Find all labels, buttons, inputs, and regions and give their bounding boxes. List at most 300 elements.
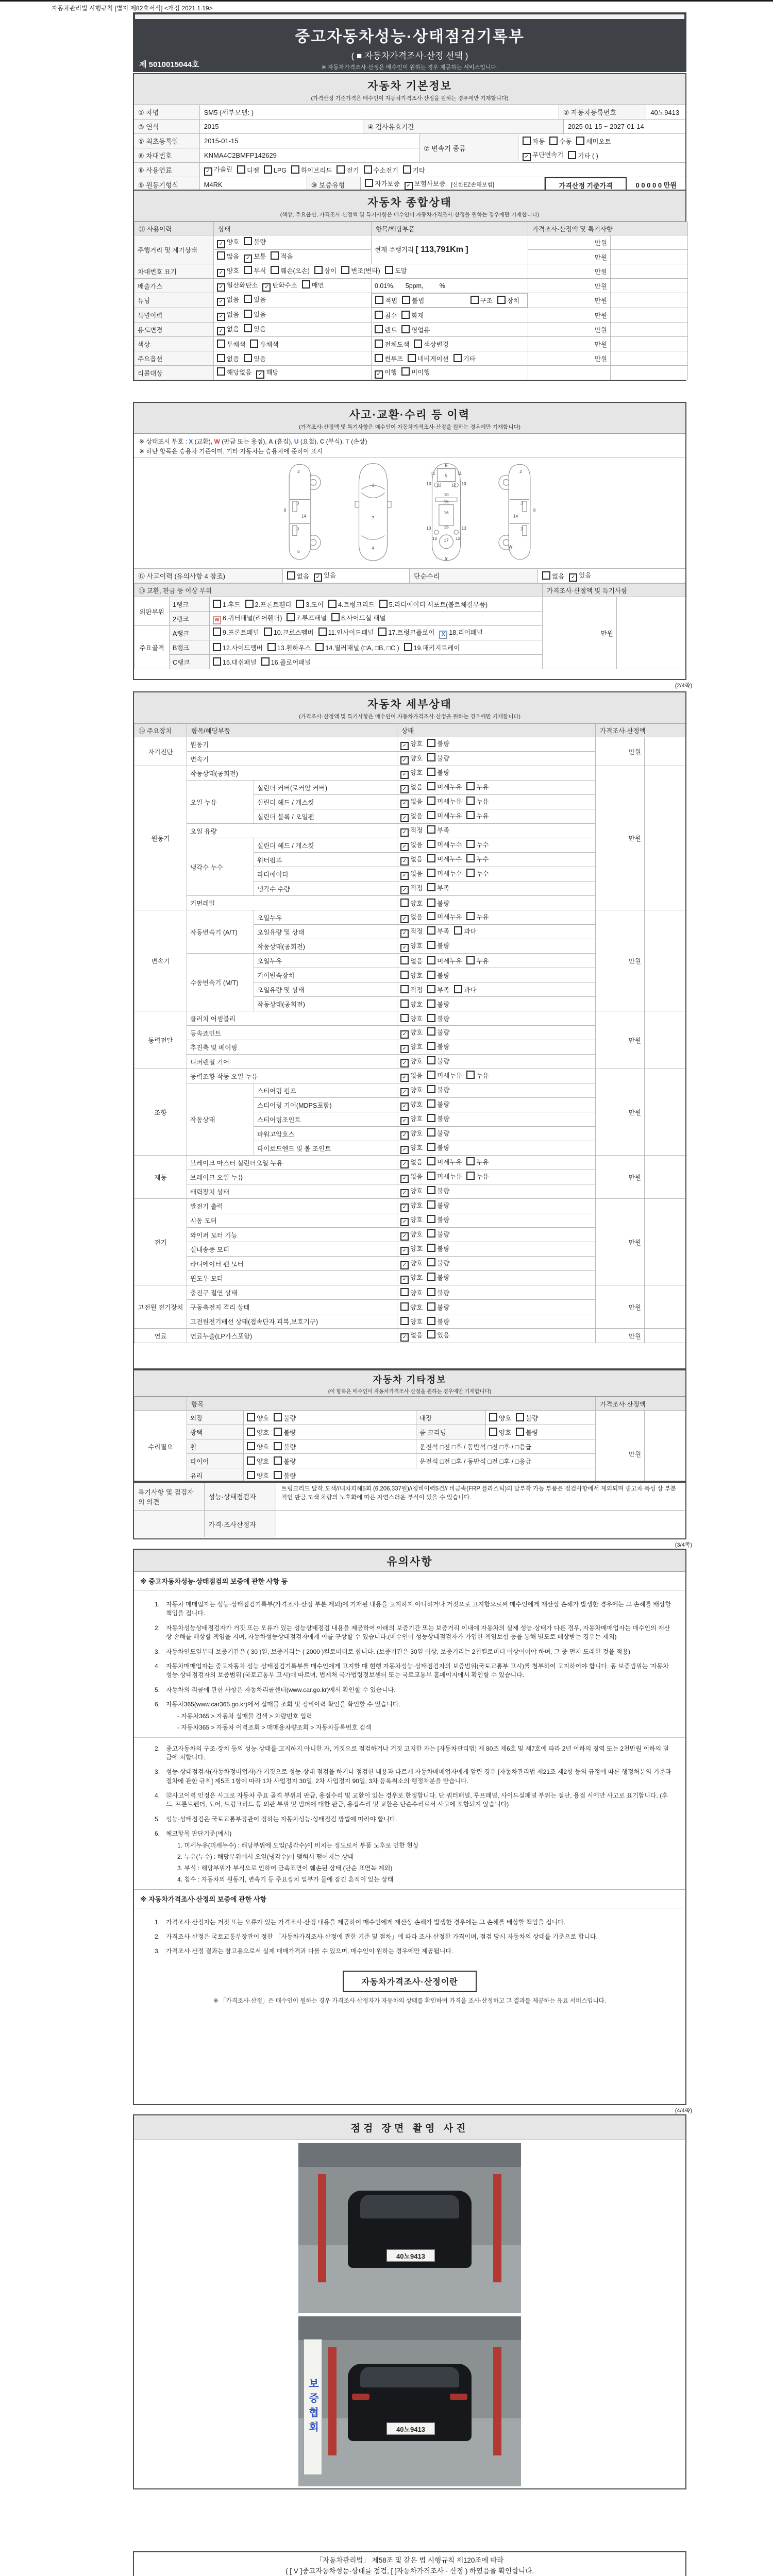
- checkbox-glyph[interactable]: [315, 643, 324, 651]
- checkbox-glyph[interactable]: [427, 1099, 435, 1108]
- checkbox-양호[interactable]: [400, 1258, 423, 1269]
- checkbox-glyph[interactable]: [453, 354, 462, 362]
- checkbox-glyph[interactable]: [427, 999, 435, 1008]
- checkbox-glyph[interactable]: [217, 251, 225, 260]
- checkbox-glyph[interactable]: ✓: [400, 1131, 409, 1140]
- checkbox-glyph[interactable]: [247, 1413, 255, 1421]
- checkbox-glyph[interactable]: [365, 179, 373, 187]
- checkbox-양호[interactable]: [247, 1428, 269, 1437]
- checkbox-glyph[interactable]: ✓: [217, 240, 225, 248]
- checkbox-부족[interactable]: [427, 985, 449, 994]
- checkbox-불량[interactable]: [427, 1099, 449, 1109]
- checkbox-누수[interactable]: [466, 854, 489, 863]
- checkbox-glyph[interactable]: ✓: [400, 944, 409, 952]
- checkbox-glyph[interactable]: [375, 311, 383, 319]
- checkbox-불량[interactable]: [427, 1244, 449, 1253]
- checkbox-glyph[interactable]: [454, 985, 462, 993]
- checkbox-glyph[interactable]: [454, 926, 462, 935]
- checkbox-15.대쉬패널[interactable]: [213, 657, 257, 667]
- checkbox-불량[interactable]: [427, 1128, 449, 1138]
- checkbox-없음[interactable]: [400, 796, 423, 808]
- checkbox-glyph[interactable]: [466, 869, 475, 877]
- checkbox-glyph[interactable]: ✓: [400, 1103, 409, 1111]
- checkbox-양호[interactable]: [400, 1056, 423, 1067]
- checkbox-glyph[interactable]: [427, 926, 435, 935]
- checkbox-glyph[interactable]: ✓: [217, 298, 225, 306]
- checkbox-자동[interactable]: [523, 137, 545, 146]
- checkbox-glyph[interactable]: [414, 340, 422, 348]
- checkbox-glyph[interactable]: [244, 354, 252, 362]
- checkbox-glyph[interactable]: [364, 165, 372, 174]
- checkbox-과다[interactable]: [454, 926, 476, 936]
- checkbox-양호[interactable]: [400, 1317, 423, 1326]
- checkbox-glyph[interactable]: [379, 600, 388, 608]
- checkbox-전체도색[interactable]: [375, 340, 409, 349]
- checkbox-불량[interactable]: [427, 999, 449, 1009]
- checkbox-glyph[interactable]: X: [439, 631, 447, 639]
- checkbox-3.도어[interactable]: [296, 600, 324, 609]
- checkbox-보험사보증[interactable]: [405, 179, 445, 190]
- checkbox-glyph[interactable]: [427, 1288, 435, 1296]
- checkbox-수동[interactable]: [549, 137, 572, 146]
- checkbox-glyph[interactable]: [427, 883, 435, 891]
- checkbox-glyph[interactable]: [247, 1471, 255, 1479]
- checkbox-없음[interactable]: [400, 956, 423, 965]
- checkbox-없음[interactable]: [287, 571, 309, 581]
- checkbox-glyph[interactable]: ✓: [400, 843, 409, 851]
- checkbox-양호[interactable]: [400, 739, 423, 750]
- checkbox-없음[interactable]: [400, 782, 423, 793]
- checkbox-부식[interactable]: [244, 266, 266, 275]
- checkbox-glyph[interactable]: ✓: [375, 370, 383, 379]
- checkbox-19.패키지트레이[interactable]: [404, 643, 460, 652]
- checkbox-무채색[interactable]: [217, 340, 245, 349]
- checkbox-glyph[interactable]: [261, 657, 270, 666]
- checkbox-색상변경[interactable]: [414, 340, 448, 349]
- checkbox-glyph[interactable]: [466, 840, 475, 848]
- checkbox-glyph[interactable]: ✓: [400, 828, 409, 837]
- checkbox-glyph[interactable]: [427, 1157, 435, 1165]
- checkbox-glyph[interactable]: [274, 1413, 282, 1421]
- checkbox-glyph[interactable]: [466, 956, 475, 964]
- checkbox-수소전기[interactable]: [364, 165, 398, 175]
- checkbox-glyph[interactable]: [401, 311, 410, 319]
- checkbox-glyph[interactable]: [341, 266, 349, 274]
- checkbox-불량[interactable]: [427, 1056, 449, 1065]
- checkbox-glyph[interactable]: [404, 643, 412, 651]
- checkbox-glyph[interactable]: ✓: [400, 929, 409, 938]
- checkbox-있음[interactable]: [244, 295, 266, 304]
- checkbox-상이[interactable]: [314, 266, 337, 275]
- checkbox-미세누유[interactable]: [427, 1157, 462, 1166]
- checkbox-glyph[interactable]: [427, 1143, 435, 1151]
- checkbox-glyph[interactable]: [385, 266, 393, 274]
- checkbox-없음[interactable]: [400, 1172, 423, 1183]
- checkbox-glyph[interactable]: [244, 324, 252, 332]
- checkbox-glyph[interactable]: [267, 643, 276, 651]
- checkbox-glyph[interactable]: ✓: [400, 1088, 409, 1096]
- checkbox-glyph[interactable]: ✓: [244, 255, 252, 263]
- checkbox-glyph[interactable]: ✓: [400, 1117, 409, 1125]
- checkbox-없음[interactable]: [400, 1071, 423, 1082]
- checkbox-glyph[interactable]: [427, 971, 435, 979]
- checkbox-불법[interactable]: [402, 296, 424, 305]
- checkbox-불량[interactable]: [427, 941, 449, 950]
- checkbox-glyph[interactable]: ✓: [204, 167, 212, 176]
- checkbox-glyph[interactable]: ✓: [400, 1059, 409, 1067]
- checkbox-없음[interactable]: [400, 854, 423, 866]
- checkbox-해당없음[interactable]: [217, 367, 251, 377]
- checkbox-불량[interactable]: [427, 753, 449, 762]
- checkbox-glyph[interactable]: [400, 956, 409, 964]
- checkbox-glyph[interactable]: [401, 325, 410, 333]
- checkbox-glyph[interactable]: [402, 296, 410, 304]
- checkbox-glyph[interactable]: [489, 1428, 497, 1436]
- checkbox-glyph[interactable]: ✓: [400, 915, 409, 923]
- checkbox-glyph[interactable]: ✓: [400, 785, 409, 793]
- checkbox-많음[interactable]: [217, 251, 239, 261]
- checkbox-불량[interactable]: [427, 1027, 449, 1037]
- checkbox-양호[interactable]: [400, 1186, 423, 1197]
- checkbox-glyph[interactable]: ✓: [217, 269, 225, 277]
- checkbox-매연[interactable]: [302, 280, 324, 290]
- checkbox-기타 ( )[interactable]: [568, 151, 598, 160]
- checkbox-glyph[interactable]: [427, 825, 435, 834]
- checkbox-glyph[interactable]: [549, 137, 558, 145]
- checkbox-양호[interactable]: [400, 1288, 423, 1297]
- checkbox-양호[interactable]: [400, 768, 423, 779]
- checkbox-13.휠하우스[interactable]: [267, 643, 311, 652]
- checkbox-glyph[interactable]: [489, 1413, 497, 1421]
- checkbox-10.크로스멤버[interactable]: [264, 628, 314, 637]
- checkbox-양호[interactable]: [400, 1273, 423, 1284]
- checkbox-가솔린[interactable]: [204, 164, 232, 176]
- checkbox-적정[interactable]: [400, 883, 423, 894]
- checkbox-glyph[interactable]: ✓: [400, 1189, 409, 1197]
- checkbox-glyph[interactable]: [427, 985, 435, 993]
- checkbox-glyph[interactable]: [274, 1442, 282, 1450]
- checkbox-glyph[interactable]: [400, 971, 409, 979]
- checkbox-미세누유[interactable]: [427, 1071, 462, 1080]
- checkbox-불량[interactable]: [427, 1317, 449, 1326]
- checkbox-없음[interactable]: [542, 571, 564, 581]
- checkbox-glyph[interactable]: ✓: [523, 153, 531, 161]
- checkbox-glyph[interactable]: [427, 1330, 435, 1338]
- checkbox-glyph[interactable]: ✓: [217, 283, 225, 292]
- checkbox-LPG[interactable]: [264, 165, 287, 174]
- checkbox-glyph[interactable]: [217, 340, 225, 348]
- checkbox-glyph[interactable]: [427, 854, 435, 862]
- checkbox-glyph[interactable]: [291, 165, 299, 174]
- checkbox-영업용[interactable]: [401, 325, 430, 334]
- checkbox-glyph[interactable]: [523, 137, 531, 145]
- checkbox-glyph[interactable]: [427, 1027, 435, 1036]
- checkbox-glyph[interactable]: [466, 1172, 475, 1180]
- checkbox-glyph[interactable]: [427, 899, 435, 907]
- checkbox-누수[interactable]: [466, 840, 489, 849]
- checkbox-미세누유[interactable]: [427, 782, 462, 791]
- checkbox-누유[interactable]: [466, 1071, 489, 1080]
- checkbox-glyph[interactable]: [427, 1172, 435, 1180]
- checkbox-불량[interactable]: [427, 739, 449, 748]
- checkbox-불량[interactable]: [274, 1413, 296, 1422]
- checkbox-누수[interactable]: [466, 869, 489, 878]
- checkbox-기타[interactable]: [403, 165, 425, 175]
- checkbox-없음[interactable]: [217, 310, 239, 321]
- checkbox-glyph[interactable]: [213, 657, 221, 666]
- checkbox-없음[interactable]: [400, 840, 423, 851]
- checkbox-부족[interactable]: [427, 883, 449, 892]
- checkbox-glyph[interactable]: [427, 753, 435, 761]
- checkbox-화재[interactable]: [401, 311, 424, 320]
- checkbox-glyph[interactable]: [213, 643, 221, 651]
- checkbox-양호[interactable]: [489, 1428, 511, 1437]
- checkbox-양호[interactable]: [400, 1099, 423, 1111]
- checkbox-양호[interactable]: [489, 1413, 511, 1422]
- checkbox-glyph[interactable]: [245, 600, 254, 608]
- checkbox-전기[interactable]: [337, 165, 359, 175]
- checkbox-glyph[interactable]: [217, 367, 225, 376]
- checkbox-glyph[interactable]: [213, 600, 221, 608]
- checkbox-없음[interactable]: [400, 811, 423, 822]
- checkbox-glyph[interactable]: ✓: [217, 327, 225, 335]
- checkbox-glyph[interactable]: [296, 600, 304, 608]
- checkbox-양호[interactable]: [400, 971, 423, 980]
- checkbox-glyph[interactable]: [427, 1071, 435, 1079]
- checkbox-glyph[interactable]: [237, 165, 245, 174]
- checkbox-glyph[interactable]: [466, 912, 475, 920]
- checkbox-없음[interactable]: [217, 354, 239, 363]
- checkbox-glyph[interactable]: [244, 266, 252, 274]
- checkbox-미세누유[interactable]: [427, 912, 462, 921]
- checkbox-양호[interactable]: [247, 1471, 269, 1480]
- checkbox-glyph[interactable]: [250, 340, 258, 348]
- checkbox-변조(변타)[interactable]: [341, 266, 380, 275]
- checkbox-과다[interactable]: [454, 985, 476, 994]
- checkbox-glyph[interactable]: [400, 1288, 409, 1296]
- checkbox-glyph[interactable]: [427, 1215, 435, 1223]
- checkbox-glyph[interactable]: [400, 999, 409, 1008]
- checkbox-미세누유[interactable]: [427, 1172, 462, 1181]
- checkbox-미이행[interactable]: [401, 367, 430, 377]
- checkbox-양호[interactable]: [400, 1085, 423, 1096]
- checkbox-glyph[interactable]: ✓: [400, 1232, 409, 1241]
- checkbox-누유[interactable]: [466, 782, 489, 791]
- checkbox-구조[interactable]: [470, 296, 493, 305]
- checkbox-불량[interactable]: [274, 1471, 296, 1480]
- checkbox-불량[interactable]: [516, 1428, 538, 1437]
- checkbox-glyph[interactable]: [466, 1071, 475, 1079]
- checkbox-적법[interactable]: [375, 296, 397, 305]
- checkbox-glyph[interactable]: [427, 1085, 435, 1093]
- checkbox-불량[interactable]: [274, 1442, 296, 1451]
- checkbox-glyph[interactable]: ✓: [400, 771, 409, 779]
- checkbox-glyph[interactable]: [217, 354, 225, 362]
- checkbox-불량[interactable]: [274, 1428, 296, 1437]
- checkbox-불량[interactable]: [427, 1114, 449, 1123]
- checkbox-불량[interactable]: [427, 1302, 449, 1312]
- checkbox-glyph[interactable]: ✓: [400, 1247, 409, 1255]
- checkbox-glyph[interactable]: [576, 137, 584, 145]
- checkbox-glyph[interactable]: ✓: [400, 886, 409, 894]
- checkbox-glyph[interactable]: ✓: [400, 756, 409, 765]
- checkbox-자가보증[interactable]: [365, 179, 399, 188]
- checkbox-양호[interactable]: [400, 1114, 423, 1125]
- checkbox-양호[interactable]: [400, 1244, 423, 1255]
- checkbox-무단변속기[interactable]: [523, 150, 563, 161]
- checkbox-glyph[interactable]: [287, 571, 295, 580]
- checkbox-없음[interactable]: [400, 869, 423, 880]
- checkbox-glyph[interactable]: [318, 628, 327, 636]
- checkbox-glyph[interactable]: [427, 840, 435, 848]
- checkbox-양호[interactable]: [400, 941, 423, 952]
- checkbox-있음[interactable]: [244, 310, 266, 319]
- checkbox-glyph[interactable]: [427, 1317, 435, 1325]
- checkbox-glyph[interactable]: ✓: [400, 1074, 409, 1082]
- checkbox-9.프론트패널[interactable]: [213, 628, 259, 637]
- checkbox-세미오토[interactable]: [576, 137, 611, 146]
- checkbox-glyph[interactable]: ✓: [314, 573, 322, 582]
- checkbox-glyph[interactable]: [542, 571, 550, 580]
- checkbox-장치[interactable]: [497, 296, 519, 305]
- checkbox-glyph[interactable]: ✓: [400, 1218, 409, 1226]
- checkbox-glyph[interactable]: [427, 739, 435, 747]
- checkbox-부족[interactable]: [427, 926, 449, 936]
- checkbox-4.트렁크리드[interactable]: [328, 600, 375, 609]
- checkbox-있음[interactable]: [314, 570, 336, 582]
- checkbox-glyph[interactable]: [427, 1128, 435, 1137]
- checkbox-glyph[interactable]: ✓: [400, 857, 409, 866]
- checkbox-glyph[interactable]: [400, 985, 409, 993]
- checkbox-누유[interactable]: [466, 912, 489, 921]
- checkbox-glyph[interactable]: [427, 782, 435, 790]
- checkbox-glyph[interactable]: [568, 151, 576, 159]
- checkbox-glyph[interactable]: [427, 811, 435, 819]
- checkbox-유채색[interactable]: [250, 340, 278, 349]
- checkbox-5.라디에이터 서포트(볼트체결부품)[interactable]: [379, 600, 488, 609]
- checkbox-미세누수[interactable]: [427, 840, 462, 849]
- checkbox-불량[interactable]: [244, 237, 266, 246]
- checkbox-glyph[interactable]: [337, 165, 345, 174]
- checkbox-부족[interactable]: [427, 825, 449, 835]
- checkbox-glyph[interactable]: [400, 1014, 409, 1022]
- checkbox-glyph[interactable]: ✓: [400, 800, 409, 808]
- checkbox-glyph[interactable]: [427, 1302, 435, 1311]
- checkbox-불량[interactable]: [427, 1200, 449, 1210]
- checkbox-glyph[interactable]: [403, 165, 411, 174]
- checkbox-glyph[interactable]: [287, 613, 295, 621]
- checkbox-17.트렁크플로어[interactable]: [378, 628, 434, 637]
- checkbox-불량[interactable]: [427, 1229, 449, 1239]
- checkbox-11.인사이드패널[interactable]: [318, 628, 374, 637]
- checkbox-1.후드[interactable]: [213, 600, 241, 609]
- checkbox-glyph[interactable]: [271, 266, 279, 274]
- checkbox-일산화탄소[interactable]: [217, 280, 258, 292]
- checkbox-glyph[interactable]: ✓: [400, 1261, 409, 1269]
- checkbox-glyph[interactable]: [375, 296, 383, 304]
- checkbox-불량[interactable]: [427, 768, 449, 777]
- checkbox-glyph[interactable]: [427, 1200, 435, 1209]
- checkbox-glyph[interactable]: [247, 1442, 255, 1450]
- checkbox-glyph[interactable]: [401, 367, 410, 376]
- checkbox-glyph[interactable]: [375, 354, 383, 362]
- checkbox-불량[interactable]: [427, 1143, 449, 1152]
- checkbox-누유[interactable]: [466, 811, 489, 820]
- checkbox-glyph[interactable]: [516, 1413, 524, 1421]
- checkbox-glyph[interactable]: [466, 854, 475, 862]
- checkbox-미세누유[interactable]: [427, 796, 462, 806]
- checkbox-네비게이션[interactable]: [408, 354, 448, 363]
- checkbox-glyph[interactable]: ✓: [400, 742, 409, 750]
- checkbox-glyph[interactable]: [427, 941, 435, 949]
- checkbox-glyph[interactable]: [328, 600, 337, 608]
- checkbox-glyph[interactable]: ✓: [400, 1276, 409, 1284]
- checkbox-양호[interactable]: [400, 1215, 423, 1226]
- checkbox-glyph[interactable]: [400, 899, 409, 907]
- checkbox-양호[interactable]: [400, 1027, 423, 1039]
- checkbox-불량[interactable]: [427, 1186, 449, 1195]
- checkbox-양호[interactable]: [400, 999, 423, 1009]
- checkbox-glyph[interactable]: ✓: [400, 1045, 409, 1053]
- checkbox-glyph[interactable]: [427, 956, 435, 964]
- checkbox-glyph[interactable]: ✓: [256, 370, 264, 379]
- checkbox-양호[interactable]: [400, 1143, 423, 1154]
- checkbox-glyph[interactable]: [274, 1428, 282, 1436]
- checkbox-glyph[interactable]: ✓: [405, 182, 413, 190]
- checkbox-미세누유[interactable]: [427, 811, 462, 820]
- checkbox-누유[interactable]: [466, 796, 489, 806]
- checkbox-불량[interactable]: [427, 971, 449, 980]
- checkbox-glyph[interactable]: [427, 1273, 435, 1281]
- checkbox-glyph[interactable]: ✓: [262, 283, 271, 292]
- checkbox-불량[interactable]: [427, 1215, 449, 1224]
- checkbox-있음[interactable]: [569, 570, 591, 582]
- checkbox-glyph[interactable]: [427, 1042, 435, 1050]
- checkbox-침수[interactable]: [375, 311, 397, 320]
- checkbox-glyph[interactable]: ✓: [400, 1030, 409, 1039]
- checkbox-있음[interactable]: [244, 354, 266, 363]
- checkbox-양호[interactable]: [400, 753, 423, 765]
- checkbox-glyph[interactable]: [497, 296, 506, 304]
- checkbox-적정[interactable]: [400, 825, 423, 837]
- checkbox-양호[interactable]: [400, 899, 423, 908]
- checkbox-훼손(오손)[interactable]: [271, 266, 310, 275]
- checkbox-없음[interactable]: [217, 324, 239, 335]
- checkbox-glyph[interactable]: [427, 912, 435, 920]
- checkbox-glyph[interactable]: ✓: [400, 1204, 409, 1212]
- checkbox-glyph[interactable]: [400, 1302, 409, 1311]
- checkbox-없음[interactable]: [217, 295, 239, 306]
- checkbox-불량[interactable]: [274, 1456, 296, 1466]
- checkbox-불량[interactable]: [427, 1258, 449, 1267]
- checkbox-탄화수소[interactable]: [262, 280, 297, 292]
- checkbox-해당[interactable]: [256, 367, 278, 379]
- checkbox-glyph[interactable]: [400, 1317, 409, 1325]
- checkbox-glyph[interactable]: [264, 628, 272, 636]
- checkbox-누유[interactable]: [466, 1172, 489, 1181]
- checkbox-glyph[interactable]: W: [213, 616, 221, 624]
- checkbox-하이브리드[interactable]: [291, 165, 332, 175]
- checkbox-썬루프[interactable]: [375, 354, 403, 363]
- checkbox-glyph[interactable]: [213, 628, 221, 636]
- checkbox-양호[interactable]: [400, 1229, 423, 1241]
- checkbox-glyph[interactable]: [378, 628, 386, 636]
- checkbox-14.필러패널 (□A, □B, □C )[interactable]: [315, 643, 399, 652]
- checkbox-glyph[interactable]: ✓: [217, 313, 225, 321]
- checkbox-양호[interactable]: [400, 1128, 423, 1140]
- checkbox-glyph[interactable]: ✓: [400, 1146, 409, 1154]
- checkbox-도말[interactable]: [385, 266, 407, 275]
